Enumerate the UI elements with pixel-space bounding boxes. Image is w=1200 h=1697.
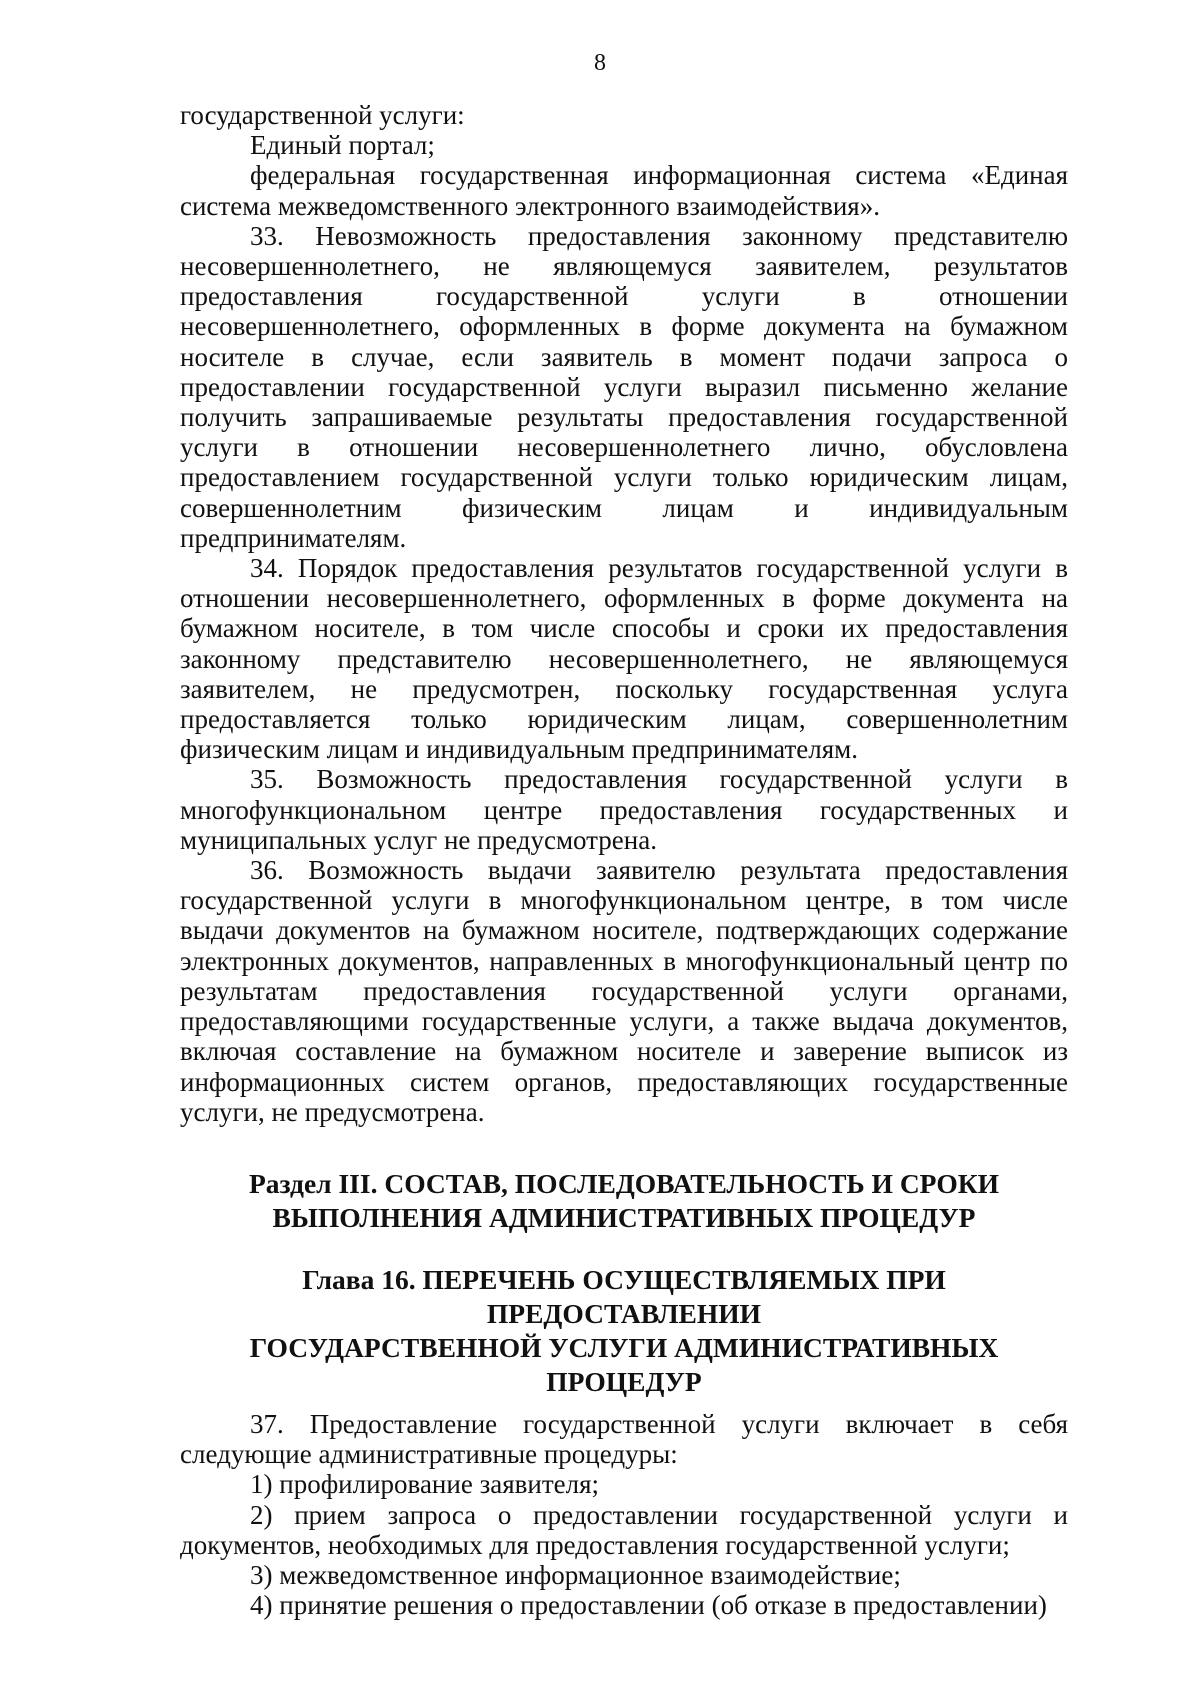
paragraph-36: 36. Возможность выдачи заявителю результата предоставления государственной услуги в многофункциональном центре, в том числе выдачи документов на бумажном носителе, подтверждающих содержание электронных документов, направленных в многофункциональный центр по результатам предоставления государственной услуги органами, предоставляющими государственные услуги, а также выдача документов, включая составление на бумажном носителе и заверение выписок из информационных систем органов, предоставляющих государственные услуги, не предусмотрена.	[180, 855, 1068, 1127]
procedure-item-3: 3) межведомственное информационное взаимодействие;	[250, 1559, 901, 1590]
chapter-heading-line-2: ГОСУДАРСТВЕННОЙ УСЛУГИ АДМИНИСТРАТИВНЫХ ПРОЦЕДУР	[249, 1331, 999, 1397]
procedure-item-2: 2) прием запроса о предоставлении государственной услуги и документов, необходимых для предоставления государственной услуги;	[180, 1499, 1068, 1560]
procedure-item-1: 1) профилирование заявителя;	[250, 1469, 600, 1500]
paragraph-35: 35. Возможность предоставления государственной услуги в многофункциональном центре предоставления государственных и муниципальных услуг не предусмотрена.	[180, 764, 1068, 855]
section-heading-line-2: ВЫПОЛНЕНИЯ АДМИНИСТРАТИВНЫХ ПРОЦЕДУР	[272, 1201, 976, 1233]
procedure-item-4: 4) принятие решения о предоставлении (об отказе в предоставлении)	[250, 1590, 1047, 1621]
paragraph-34: 34. Порядок предоставления результатов государственной услуги в отношении несовершеннолетнего, оформленных в форме документа на бумажном носителе, в том числе способы и сроки их предоставления законному представителю несовершеннолетнего, не являющемуся заявителем, не предусмотрен, поскольку государственная услуга предоставляется только юридическим лицам, совершеннолетним физическим лицам и индивидуальным предпринимателям.	[180, 553, 1068, 765]
paragraph-37: 37. Предоставление государственной услуги включает в себя следующие административные процедуры:	[180, 1408, 1068, 1470]
section-heading	[180, 1167, 1068, 1235]
list-item-single-portal: Единый портал;	[250, 130, 435, 161]
chapter-heading-line-1: Глава 16. ПЕРЕЧЕНЬ ОСУЩЕСТВЛЯЕМЫХ ПРИ ПРЕДОСТАВЛЕНИИ	[302, 1263, 946, 1329]
chapter-heading	[180, 1263, 1068, 1399]
section-heading-line-1: Раздел III. СОСТАВ, ПОСЛЕДОВАТЕЛЬНОСТЬ И СРОКИ	[248, 1167, 1000, 1199]
paragraph-33: 33. Невозможность предоставления законному представителю несовершеннолетнего, не являющемуся заявителем, результатов предоставления государственной услуги в отношении несовершеннолетнего, оформленных в форме документа на бумажном носителе в случае, если заявитель в момент подачи запроса о предоставлении государственной услуги выразил письменно желание получить запрашиваемые результаты предоставления государственной услуги в отношении несовершеннолетнего лично, обусловлена предоставлением государственной услуги только юридическим лицам, совершеннолетним физическим лицам и индивидуальным предпринимателям.	[180, 220, 1068, 553]
document-body	[180, 100, 1068, 1620]
page-number: 8	[594, 50, 606, 76]
paragraph-continuation: государственной услуги:	[180, 100, 465, 130]
list-item-smev: федеральная государственная информационная система «Единая система межведомственного электронного взаимодействия».	[180, 160, 1068, 221]
